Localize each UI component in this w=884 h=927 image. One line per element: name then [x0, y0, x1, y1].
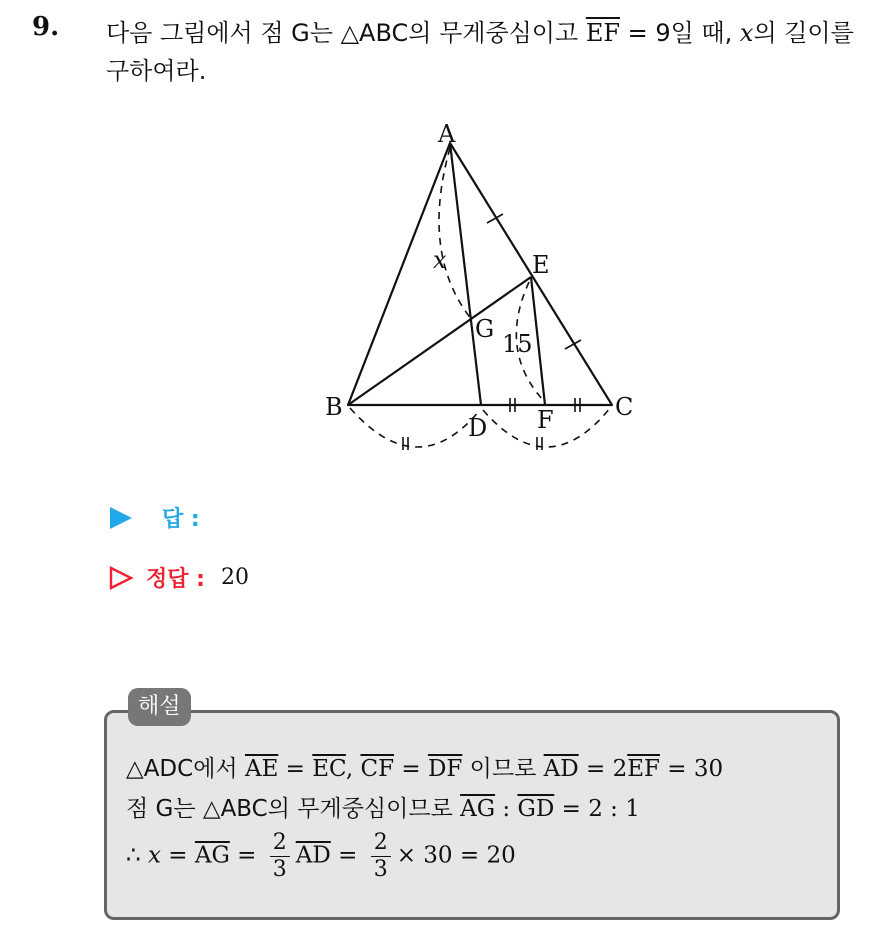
variable-x: x — [147, 842, 161, 869]
denominator: 3 — [270, 856, 290, 883]
question-text-part: 의 길이를 구하여라. — [106, 19, 854, 85]
segment-ag: $\overline{AG}$ — [460, 796, 496, 822]
correct-answer-value: 20 — [220, 565, 249, 590]
segment-gd: $\overline{GD}$ — [517, 796, 555, 822]
segment-ec: $\overline{EC}$ — [312, 756, 346, 782]
sol-text: = — [160, 842, 195, 869]
label-a: A — [438, 120, 456, 148]
segment-ae: $\overline{AE}$ — [244, 756, 279, 782]
play-outline-icon — [108, 565, 134, 591]
dashed-arc-bd — [350, 408, 480, 447]
label-e: E — [532, 251, 550, 279]
median-ad — [450, 143, 481, 405]
label-b: B — [325, 393, 343, 421]
segment-df: $\overline{DF}$ — [427, 756, 463, 782]
sol-text: ∴ — [126, 842, 148, 869]
segment-ad: $\overline{AD}$ — [543, 756, 579, 782]
fraction-two-thirds — [371, 830, 391, 883]
label-g: G — [475, 315, 495, 343]
fraction-two-thirds — [270, 830, 290, 883]
numerator: 2 — [373, 830, 388, 855]
sol-text: 점 G는 △ABC의 무게중심이므로 — [126, 796, 461, 822]
segment-ef-line — [531, 277, 545, 405]
label-15: 15 — [502, 330, 533, 358]
triangle-figure — [310, 110, 650, 470]
solution-line-3 — [126, 830, 516, 883]
sol-text: × 30 = 20 — [396, 842, 516, 869]
sol-text: = 2 : 1 — [554, 796, 640, 822]
answer-label: 답 : — [162, 507, 200, 532]
segment-ad: $\overline{AD}$ — [295, 842, 331, 869]
answer-row — [108, 502, 200, 533]
question-text-part: 다음 그림에서 점 G는 △ABC의 무게중심이고 — [106, 19, 586, 47]
sol-text: 이므로 — [462, 756, 544, 782]
sol-text: = 2 — [578, 756, 628, 782]
sol-text: , — [345, 756, 361, 782]
sol-text: : — [495, 796, 518, 822]
sol-text: = — [229, 842, 264, 869]
play-filled-icon — [108, 505, 134, 531]
sol-text: = — [330, 842, 365, 869]
solution-tag: 해설 — [128, 688, 191, 726]
label-c: C — [615, 393, 634, 421]
correct-answer-label: 정답 : — [146, 567, 205, 592]
label-f: F — [537, 406, 554, 434]
question-number: 9. — [32, 12, 60, 42]
segment-cf: $\overline{CF}$ — [360, 756, 395, 782]
question-text-part: = 9일 때, — [619, 19, 740, 47]
question-text — [106, 14, 866, 90]
variable-x: x — [739, 19, 754, 47]
sol-text: = — [394, 756, 428, 782]
solution-line-2 — [126, 790, 640, 823]
label-d: D — [468, 414, 488, 442]
denominator: 3 — [371, 856, 391, 883]
segment-ef: $\overline{EF}$ — [627, 756, 660, 782]
label-x: x — [433, 246, 447, 274]
sol-text: △ADC에서 — [126, 756, 245, 782]
sol-text: = 30 — [659, 756, 724, 782]
sol-text: = — [278, 756, 313, 782]
correct-answer-row — [108, 562, 249, 593]
numerator: 2 — [272, 830, 287, 855]
triangle-abc — [348, 143, 612, 405]
segment-ef: $\overline{EF}$ — [585, 19, 620, 47]
segment-ag: $\overline{AG}$ — [194, 842, 230, 869]
solution-line-1 — [126, 750, 723, 783]
